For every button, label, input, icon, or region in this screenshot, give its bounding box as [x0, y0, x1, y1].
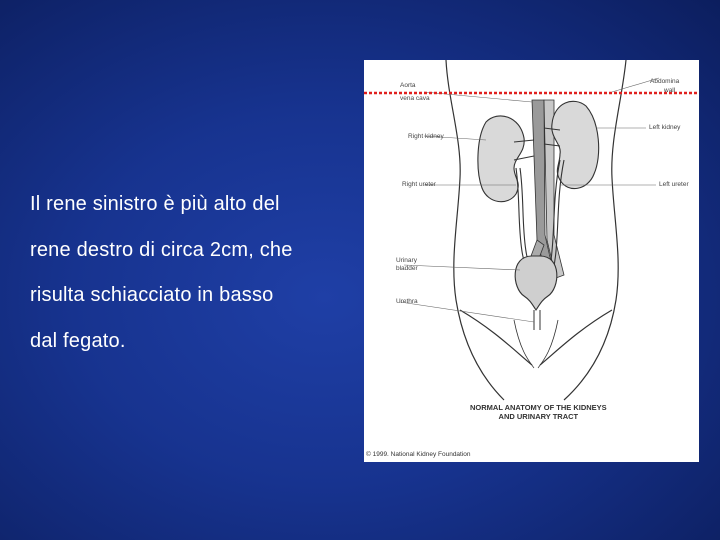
label-urethra: Urethra: [396, 298, 418, 305]
label-abdominal-wall-2: wall: [664, 87, 676, 94]
slide-body-text: [30, 182, 360, 364]
label-urinary-bladder-2: bladder: [396, 265, 418, 272]
text-line: Il rene sinistro è più alto del: [30, 193, 280, 215]
label-right-ureter: Right ureter: [402, 181, 436, 188]
caption-line: NORMAL ANATOMY OF THE KIDNEYS: [470, 403, 607, 412]
copyright-notice: © 1999. National Kidney Foundation: [366, 451, 471, 458]
figure-caption: [470, 403, 607, 421]
label-left-ureter: Left ureter: [659, 181, 689, 188]
label-urinary-bladder: Urinary: [396, 257, 417, 264]
text-line: dal fegato.: [30, 329, 126, 352]
label-left-kidney: Left kidney: [649, 124, 681, 131]
groin-line-right: [540, 310, 612, 365]
caption-line: AND URINARY TRACT: [498, 412, 579, 421]
label-vena-cava: vena cava: [400, 95, 430, 102]
body-outline-left: [446, 60, 504, 400]
right-kidney: [478, 116, 534, 202]
label-right-kidney: Right kidney: [408, 133, 444, 140]
text-line: risulta schiacciato in basso: [30, 284, 274, 306]
label-aorta: Aorta: [400, 82, 416, 89]
text-line: rene destro di circa 2cm, che: [30, 238, 293, 261]
urinary-bladder: [515, 256, 557, 330]
label-abdominal-wall: Abdomina: [650, 78, 680, 85]
kidney-anatomy-figure: [364, 60, 699, 462]
groin-line-left: [460, 310, 532, 365]
